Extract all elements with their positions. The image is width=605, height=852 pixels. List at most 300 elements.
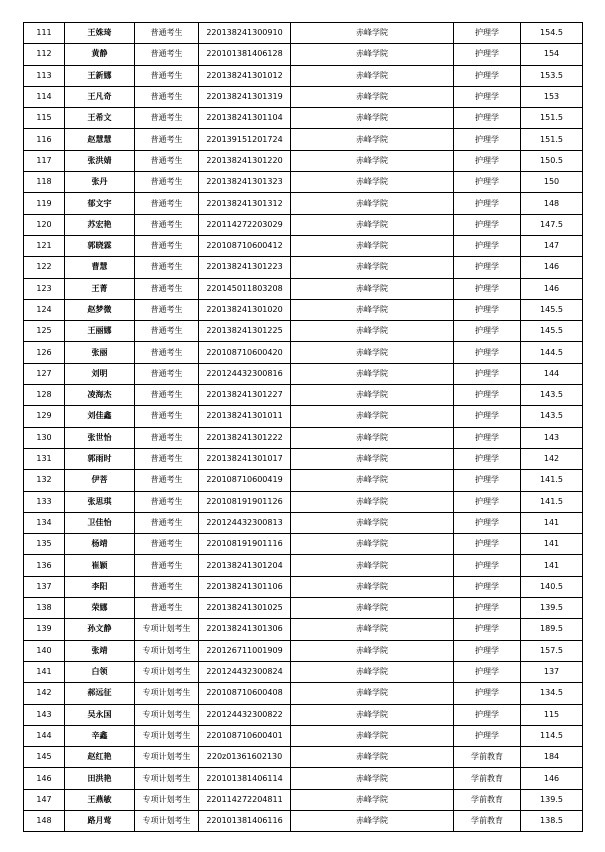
- name-cell: 苏宏艳: [65, 214, 135, 235]
- name-cell: 王姝琦: [65, 23, 135, 44]
- row-number-cell: 147: [24, 789, 65, 810]
- exam-number-cell: 220138241301025: [199, 598, 291, 619]
- candidate-type-cell: 普通考生: [135, 86, 199, 107]
- score-cell: 146: [521, 768, 583, 789]
- major-cell: 护理学: [454, 598, 521, 619]
- name-cell: 孙文静: [65, 619, 135, 640]
- table-row: [24, 598, 583, 619]
- name-cell: 吴永国: [65, 704, 135, 725]
- major-cell: 护理学: [454, 704, 521, 725]
- candidate-type-cell: 普通考生: [135, 406, 199, 427]
- row-number-cell: 113: [24, 65, 65, 86]
- name-cell: 荣娜: [65, 598, 135, 619]
- score-cell: 145.5: [521, 299, 583, 320]
- school-cell: 赤峰学院: [291, 512, 454, 533]
- exam-number-cell: 220138241301323: [199, 172, 291, 193]
- row-number-cell: 117: [24, 150, 65, 171]
- school-cell: 赤峰学院: [291, 44, 454, 65]
- candidate-type-cell: 专项计划考生: [135, 619, 199, 640]
- candidate-type-cell: 普通考生: [135, 470, 199, 491]
- candidate-type-cell: 专项计划考生: [135, 704, 199, 725]
- score-cell: 151.5: [521, 129, 583, 150]
- name-cell: 王丽娜: [65, 321, 135, 342]
- table-row: [24, 342, 583, 363]
- table-row: [24, 278, 583, 299]
- score-cell: 114.5: [521, 725, 583, 746]
- row-number-cell: 119: [24, 193, 65, 214]
- table-row: [24, 747, 583, 768]
- table-row: [24, 363, 583, 384]
- school-cell: 赤峰学院: [291, 598, 454, 619]
- table-row: [24, 235, 583, 256]
- row-number-cell: 135: [24, 534, 65, 555]
- table-row: [24, 214, 583, 235]
- candidate-type-cell: 普通考生: [135, 108, 199, 129]
- row-number-cell: 136: [24, 555, 65, 576]
- school-cell: 赤峰学院: [291, 470, 454, 491]
- row-number-cell: 138: [24, 598, 65, 619]
- exam-number-cell: 220138241301220: [199, 150, 291, 171]
- score-cell: 148: [521, 193, 583, 214]
- score-cell: 150: [521, 172, 583, 193]
- table-row: [24, 427, 583, 448]
- major-cell: 护理学: [454, 385, 521, 406]
- name-cell: 曹慧: [65, 257, 135, 278]
- score-cell: 154: [521, 44, 583, 65]
- row-number-cell: 132: [24, 470, 65, 491]
- score-cell: 144.5: [521, 342, 583, 363]
- row-number-cell: 148: [24, 810, 65, 831]
- school-cell: 赤峰学院: [291, 661, 454, 682]
- row-number-cell: 127: [24, 363, 65, 384]
- row-number-cell: 143: [24, 704, 65, 725]
- score-cell: 151.5: [521, 108, 583, 129]
- exam-number-cell: 220101381406116: [199, 810, 291, 831]
- school-cell: 赤峰学院: [291, 235, 454, 256]
- school-cell: 赤峰学院: [291, 257, 454, 278]
- table-row: [24, 321, 583, 342]
- candidate-type-cell: 普通考生: [135, 512, 199, 533]
- score-cell: 137: [521, 661, 583, 682]
- exam-number-cell: 220108710600401: [199, 725, 291, 746]
- row-number-cell: 131: [24, 448, 65, 469]
- candidate-type-cell: 专项计划考生: [135, 683, 199, 704]
- candidate-type-cell: 普通考生: [135, 363, 199, 384]
- score-cell: 141: [521, 555, 583, 576]
- name-cell: 赵红艳: [65, 747, 135, 768]
- row-number-cell: 121: [24, 235, 65, 256]
- table-row: [24, 406, 583, 427]
- candidate-type-cell: 普通考生: [135, 385, 199, 406]
- major-cell: 护理学: [454, 321, 521, 342]
- candidate-type-cell: 普通考生: [135, 235, 199, 256]
- row-number-cell: 144: [24, 725, 65, 746]
- major-cell: 护理学: [454, 470, 521, 491]
- candidate-type-cell: 专项计划考生: [135, 725, 199, 746]
- candidate-type-cell: 普通考生: [135, 534, 199, 555]
- name-cell: 卫佳怡: [65, 512, 135, 533]
- score-cell: 145.5: [521, 321, 583, 342]
- candidate-type-cell: 普通考生: [135, 44, 199, 65]
- exam-number-cell: 220138241301017: [199, 448, 291, 469]
- school-cell: 赤峰学院: [291, 640, 454, 661]
- results-table: [23, 22, 583, 832]
- table-row: [24, 683, 583, 704]
- score-cell: 140.5: [521, 576, 583, 597]
- name-cell: 郝远征: [65, 683, 135, 704]
- exam-number-cell: 220138241301227: [199, 385, 291, 406]
- candidate-type-cell: 普通考生: [135, 65, 199, 86]
- row-number-cell: 118: [24, 172, 65, 193]
- row-number-cell: 139: [24, 619, 65, 640]
- exam-number-cell: 220139151201724: [199, 129, 291, 150]
- name-cell: 辛鑫: [65, 725, 135, 746]
- major-cell: 学前教育: [454, 768, 521, 789]
- name-cell: 刘明: [65, 363, 135, 384]
- score-cell: 139.5: [521, 598, 583, 619]
- table-row: [24, 470, 583, 491]
- results-table-body: [24, 23, 583, 832]
- candidate-type-cell: 普通考生: [135, 193, 199, 214]
- table-row: [24, 44, 583, 65]
- name-cell: 赵慧慧: [65, 129, 135, 150]
- score-cell: 134.5: [521, 683, 583, 704]
- candidate-type-cell: 专项计划考生: [135, 789, 199, 810]
- school-cell: 赤峰学院: [291, 725, 454, 746]
- candidate-type-cell: 普通考生: [135, 23, 199, 44]
- school-cell: 赤峰学院: [291, 619, 454, 640]
- row-number-cell: 125: [24, 321, 65, 342]
- name-cell: 郭晓霖: [65, 235, 135, 256]
- school-cell: 赤峰学院: [291, 427, 454, 448]
- school-cell: 赤峰学院: [291, 150, 454, 171]
- school-cell: 赤峰学院: [291, 747, 454, 768]
- major-cell: 护理学: [454, 235, 521, 256]
- row-number-cell: 133: [24, 491, 65, 512]
- exam-number-cell: 220124432300824: [199, 661, 291, 682]
- major-cell: 护理学: [454, 427, 521, 448]
- score-cell: 153.5: [521, 65, 583, 86]
- major-cell: 护理学: [454, 363, 521, 384]
- row-number-cell: 122: [24, 257, 65, 278]
- score-cell: 189.5: [521, 619, 583, 640]
- school-cell: 赤峰学院: [291, 363, 454, 384]
- candidate-type-cell: 普通考生: [135, 576, 199, 597]
- school-cell: 赤峰学院: [291, 448, 454, 469]
- row-number-cell: 124: [24, 299, 65, 320]
- school-cell: 赤峰学院: [291, 278, 454, 299]
- school-cell: 赤峰学院: [291, 768, 454, 789]
- score-cell: 157.5: [521, 640, 583, 661]
- row-number-cell: 130: [24, 427, 65, 448]
- major-cell: 护理学: [454, 129, 521, 150]
- exam-number-cell: 220138241301223: [199, 257, 291, 278]
- major-cell: 护理学: [454, 44, 521, 65]
- table-row: [24, 555, 583, 576]
- score-cell: 138.5: [521, 810, 583, 831]
- major-cell: 学前教育: [454, 810, 521, 831]
- candidate-type-cell: 专项计划考生: [135, 768, 199, 789]
- row-number-cell: 116: [24, 129, 65, 150]
- major-cell: 护理学: [454, 108, 521, 129]
- school-cell: 赤峰学院: [291, 86, 454, 107]
- score-cell: 147.5: [521, 214, 583, 235]
- table-row: [24, 23, 583, 44]
- row-number-cell: 114: [24, 86, 65, 107]
- candidate-type-cell: 专项计划考生: [135, 661, 199, 682]
- candidate-type-cell: 普通考生: [135, 321, 199, 342]
- score-cell: 142: [521, 448, 583, 469]
- school-cell: 赤峰学院: [291, 172, 454, 193]
- candidate-type-cell: 专项计划考生: [135, 810, 199, 831]
- exam-number-cell: 220138241301225: [199, 321, 291, 342]
- major-cell: 护理学: [454, 257, 521, 278]
- row-number-cell: 142: [24, 683, 65, 704]
- score-cell: 144: [521, 363, 583, 384]
- name-cell: 郁文宇: [65, 193, 135, 214]
- school-cell: 赤峰学院: [291, 789, 454, 810]
- school-cell: 赤峰学院: [291, 23, 454, 44]
- school-cell: 赤峰学院: [291, 65, 454, 86]
- major-cell: 护理学: [454, 661, 521, 682]
- school-cell: 赤峰学院: [291, 534, 454, 555]
- table-row: [24, 512, 583, 533]
- score-cell: 141.5: [521, 470, 583, 491]
- exam-number-cell: 220138241301106: [199, 576, 291, 597]
- table-row: [24, 725, 583, 746]
- major-cell: 护理学: [454, 299, 521, 320]
- name-cell: 崔颖: [65, 555, 135, 576]
- table-row: [24, 576, 583, 597]
- candidate-type-cell: 普通考生: [135, 342, 199, 363]
- exam-number-cell: 220138241301011: [199, 406, 291, 427]
- row-number-cell: 129: [24, 406, 65, 427]
- major-cell: 护理学: [454, 448, 521, 469]
- major-cell: 护理学: [454, 406, 521, 427]
- name-cell: 田洪艳: [65, 768, 135, 789]
- exam-number-cell: 220138241300910: [199, 23, 291, 44]
- row-number-cell: 128: [24, 385, 65, 406]
- exam-number-cell: 220114272204811: [199, 789, 291, 810]
- school-cell: 赤峰学院: [291, 406, 454, 427]
- score-cell: 184: [521, 747, 583, 768]
- row-number-cell: 112: [24, 44, 65, 65]
- name-cell: 赵梦微: [65, 299, 135, 320]
- major-cell: 护理学: [454, 23, 521, 44]
- name-cell: 王凡奇: [65, 86, 135, 107]
- candidate-type-cell: 普通考生: [135, 299, 199, 320]
- table-row: [24, 150, 583, 171]
- school-cell: 赤峰学院: [291, 108, 454, 129]
- row-number-cell: 141: [24, 661, 65, 682]
- name-cell: 王菁: [65, 278, 135, 299]
- major-cell: 护理学: [454, 150, 521, 171]
- table-row: [24, 385, 583, 406]
- candidate-type-cell: 专项计划考生: [135, 640, 199, 661]
- major-cell: 护理学: [454, 640, 521, 661]
- table-row: [24, 193, 583, 214]
- score-cell: 150.5: [521, 150, 583, 171]
- score-cell: 141.5: [521, 491, 583, 512]
- school-cell: 赤峰学院: [291, 342, 454, 363]
- exam-number-cell: 220108191901116: [199, 534, 291, 555]
- exam-number-cell: 220124432300813: [199, 512, 291, 533]
- major-cell: 护理学: [454, 619, 521, 640]
- table-row: [24, 129, 583, 150]
- name-cell: 张丽: [65, 342, 135, 363]
- table-row: [24, 704, 583, 725]
- school-cell: 赤峰学院: [291, 214, 454, 235]
- exam-number-cell: 220138241301020: [199, 299, 291, 320]
- exam-number-cell: 220101381406128: [199, 44, 291, 65]
- name-cell: 黄静: [65, 44, 135, 65]
- name-cell: 张世怡: [65, 427, 135, 448]
- name-cell: 白领: [65, 661, 135, 682]
- score-cell: 143.5: [521, 406, 583, 427]
- row-number-cell: 111: [24, 23, 65, 44]
- exam-number-cell: 220108710600408: [199, 683, 291, 704]
- table-row: [24, 172, 583, 193]
- table-row: [24, 661, 583, 682]
- school-cell: 赤峰学院: [291, 704, 454, 725]
- name-cell: 王燕敏: [65, 789, 135, 810]
- major-cell: 学前教育: [454, 747, 521, 768]
- name-cell: 张思琪: [65, 491, 135, 512]
- row-number-cell: 137: [24, 576, 65, 597]
- name-cell: 王希文: [65, 108, 135, 129]
- candidate-type-cell: 普通考生: [135, 278, 199, 299]
- candidate-type-cell: 专项计划考生: [135, 747, 199, 768]
- candidate-type-cell: 普通考生: [135, 427, 199, 448]
- candidate-type-cell: 普通考生: [135, 598, 199, 619]
- major-cell: 学前教育: [454, 789, 521, 810]
- name-cell: 路月莺: [65, 810, 135, 831]
- score-cell: 143.5: [521, 385, 583, 406]
- name-cell: 张丹: [65, 172, 135, 193]
- exam-number-cell: 220108710600419: [199, 470, 291, 491]
- row-number-cell: 146: [24, 768, 65, 789]
- table-row: [24, 86, 583, 107]
- table-row: [24, 257, 583, 278]
- table-row: [24, 810, 583, 831]
- major-cell: 护理学: [454, 214, 521, 235]
- school-cell: 赤峰学院: [291, 299, 454, 320]
- major-cell: 护理学: [454, 534, 521, 555]
- major-cell: 护理学: [454, 555, 521, 576]
- exam-number-cell: 220114272203029: [199, 214, 291, 235]
- exam-number-cell: 220138241301306: [199, 619, 291, 640]
- candidate-type-cell: 普通考生: [135, 555, 199, 576]
- major-cell: 护理学: [454, 278, 521, 299]
- row-number-cell: 134: [24, 512, 65, 533]
- exam-number-cell: 220108710600412: [199, 235, 291, 256]
- score-cell: 153: [521, 86, 583, 107]
- major-cell: 护理学: [454, 172, 521, 193]
- school-cell: 赤峰学院: [291, 683, 454, 704]
- table-row: [24, 448, 583, 469]
- score-cell: 154.5: [521, 23, 583, 44]
- name-cell: 李阳: [65, 576, 135, 597]
- row-number-cell: 126: [24, 342, 65, 363]
- score-cell: 147: [521, 235, 583, 256]
- exam-number-cell: 220124432300816: [199, 363, 291, 384]
- school-cell: 赤峰学院: [291, 555, 454, 576]
- score-cell: 115: [521, 704, 583, 725]
- school-cell: 赤峰学院: [291, 193, 454, 214]
- school-cell: 赤峰学院: [291, 576, 454, 597]
- row-number-cell: 145: [24, 747, 65, 768]
- table-row: [24, 299, 583, 320]
- major-cell: 护理学: [454, 86, 521, 107]
- name-cell: 伊菩: [65, 470, 135, 491]
- name-cell: 凌海杰: [65, 385, 135, 406]
- table-row: [24, 768, 583, 789]
- score-cell: 146: [521, 257, 583, 278]
- candidate-type-cell: 普通考生: [135, 491, 199, 512]
- score-cell: 146: [521, 278, 583, 299]
- table-row: [24, 65, 583, 86]
- exam-number-cell: 220126711001909: [199, 640, 291, 661]
- candidate-type-cell: 普通考生: [135, 172, 199, 193]
- school-cell: 赤峰学院: [291, 810, 454, 831]
- name-cell: 张洪婧: [65, 150, 135, 171]
- table-row: [24, 491, 583, 512]
- major-cell: 护理学: [454, 576, 521, 597]
- name-cell: 刘佳鑫: [65, 406, 135, 427]
- name-cell: 杨靖: [65, 534, 135, 555]
- exam-number-cell: 220108191901126: [199, 491, 291, 512]
- major-cell: 护理学: [454, 491, 521, 512]
- exam-number-cell: 220138241301312: [199, 193, 291, 214]
- exam-number-cell: 220138241301222: [199, 427, 291, 448]
- score-cell: 141: [521, 512, 583, 533]
- table-row: [24, 108, 583, 129]
- exam-number-cell: 220138241301012: [199, 65, 291, 86]
- school-cell: 赤峰学院: [291, 385, 454, 406]
- school-cell: 赤峰学院: [291, 129, 454, 150]
- major-cell: 护理学: [454, 683, 521, 704]
- major-cell: 护理学: [454, 725, 521, 746]
- major-cell: 护理学: [454, 512, 521, 533]
- exam-number-cell: 220101381406114: [199, 768, 291, 789]
- score-cell: 143: [521, 427, 583, 448]
- row-number-cell: 120: [24, 214, 65, 235]
- candidate-type-cell: 普通考生: [135, 257, 199, 278]
- score-cell: 141: [521, 534, 583, 555]
- name-cell: 张靖: [65, 640, 135, 661]
- table-row: [24, 640, 583, 661]
- table-row: [24, 789, 583, 810]
- row-number-cell: 115: [24, 108, 65, 129]
- exam-number-cell: 220145011803208: [199, 278, 291, 299]
- candidate-type-cell: 普通考生: [135, 150, 199, 171]
- row-number-cell: 123: [24, 278, 65, 299]
- exam-number-cell: 220124432300822: [199, 704, 291, 725]
- major-cell: 护理学: [454, 65, 521, 86]
- exam-number-cell: 220138241301104: [199, 108, 291, 129]
- candidate-type-cell: 普通考生: [135, 129, 199, 150]
- name-cell: 王新娜: [65, 65, 135, 86]
- exam-number-cell: 220138241301204: [199, 555, 291, 576]
- major-cell: 护理学: [454, 342, 521, 363]
- candidate-type-cell: 普通考生: [135, 448, 199, 469]
- table-row: [24, 619, 583, 640]
- major-cell: 护理学: [454, 193, 521, 214]
- row-number-cell: 140: [24, 640, 65, 661]
- exam-number-cell: 220z01361602130: [199, 747, 291, 768]
- name-cell: 郭雨时: [65, 448, 135, 469]
- exam-number-cell: 220108710600420: [199, 342, 291, 363]
